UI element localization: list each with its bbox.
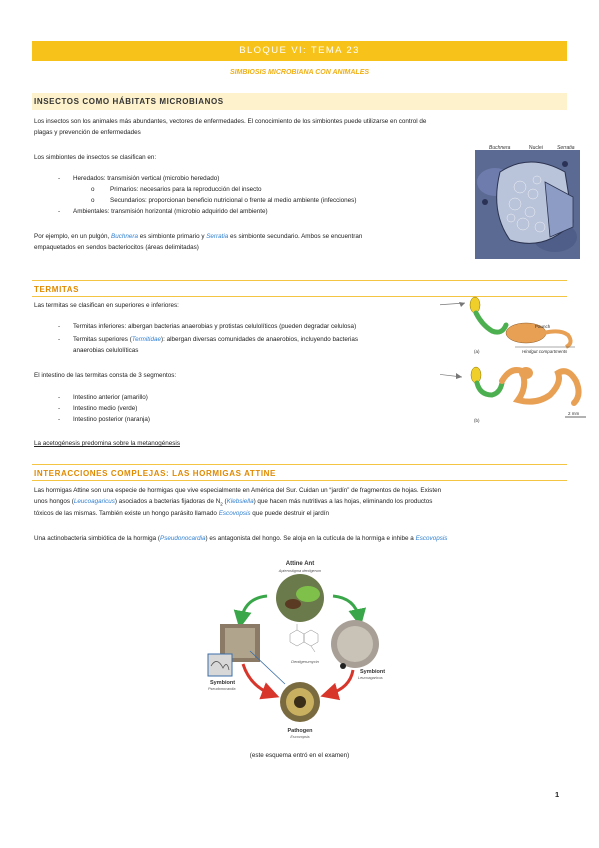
termite-gut-figure xyxy=(440,295,590,430)
gut-middle: Intestino medio (verde) xyxy=(73,405,138,412)
banner-title: BLOQUE VI: TEMA 23 xyxy=(32,41,567,61)
label-attine-species: Apterostigma dentigerum xyxy=(278,569,322,573)
label-attine-ant: Attine Ant xyxy=(285,561,315,567)
section-title-attine: INTERACCIONES COMPLEJAS: LAS HORMIGAS ATTINE xyxy=(32,464,567,481)
bullet-dash: - xyxy=(58,336,61,343)
serratia-term: Serratia xyxy=(206,233,229,240)
intro-line-1: Los insectos son los animales más abundantes, vectores de enfermedades. El conocimiento de los simbiontes puede utilizarse en control de xyxy=(34,118,427,125)
page-subtitle: SIMBIOSIS MICROBIANA CON ANIMALES xyxy=(229,69,370,76)
bullet-dash: - xyxy=(58,323,61,330)
bacteriocyte-micrograph xyxy=(475,142,580,259)
label-symbiont-1: Symbiont xyxy=(210,680,236,686)
bullet-lower-termites: Termitas inferiores: albergan bacterias anaerobias y protistas celulolíticos (pueden degradar celulosa) xyxy=(73,323,357,330)
bullet-circle: o xyxy=(91,186,95,193)
intro-line-2: plagas y prevención de enfermedades xyxy=(34,128,141,136)
label-scale: 2 mm xyxy=(568,411,580,416)
termitidae-term: Termitidae xyxy=(131,336,161,343)
label-a: (a) xyxy=(474,349,480,354)
label-b: (b) xyxy=(474,418,480,423)
label-hindgut: Hindgut compartments xyxy=(522,349,568,354)
label-symbiont-1-species: Pseudonocardia xyxy=(208,687,236,691)
micrograph-label-buchnera: Buchnera xyxy=(489,145,511,151)
intro-paragraph xyxy=(34,117,574,138)
escovopsis-term: Escovopsis xyxy=(218,510,251,518)
bullet-circle: o xyxy=(91,197,95,204)
buchnera-term: Buchnera xyxy=(111,233,138,240)
bullet-dash: - xyxy=(58,405,61,412)
classification-intro: Los simbiontes de insectos se clasifican en: xyxy=(34,154,157,161)
leucoagaricus-term: Leucoagaricus xyxy=(73,497,115,505)
gut-posterior: Intestino posterior (naranja) xyxy=(73,416,151,423)
klebsiella-term: Klebsiella xyxy=(226,497,254,505)
micrograph-label-nuclei: Nuclei xyxy=(529,145,543,151)
bullet-primary: Primarios: necesarios para la reproducción del insecto xyxy=(110,186,262,193)
page-number: 1 xyxy=(555,790,560,799)
termites-intro: Las termitas se clasifican en superiores e inferiores: xyxy=(34,302,179,309)
bullet-higher-termites: Termitas superiores (Termitidae): albergan diversas comunidades de anaerobios, incluyendo bacterias anaerobias celulolíticas xyxy=(73,336,359,354)
aphid-example: Por ejemplo, en un pulgón, Buchnera es simbionte primario y Serratia es simbionte secundario. Ambos se encuentran empaquetados en sendos bacteriocitos (áreas delimitadas) xyxy=(34,233,363,251)
label-symbiont-2: Symbiont xyxy=(360,669,386,675)
label-pathogen-species: Escovopsis xyxy=(290,735,310,739)
escovopsis-term: Escovopsis xyxy=(415,535,448,542)
figure-caption: (este esquema entró en el examen) xyxy=(249,752,350,759)
micrograph-label-serratia: Serratia xyxy=(557,145,575,151)
attine-paragraph: Las hormigas Attine son una especie de hormigas que vive especialmente en América del Sur. Cuidan un “jardín” de fragmentos de hojas. Existen unos hongos (Leucoagaricus) asociados a bacterias fijadoras de $N_2$ (Klebsiella) que hacen más nutritivas a las hojas, eliminando los productos tóxicos de las mismas. También existe un hongo parásito llamado Escovopsis que puede destruir el jardín xyxy=(34,487,442,518)
bullet-dash: - xyxy=(58,394,61,401)
bullet-secondary: Secundarios: proporcionan beneficio nutricional o frente al medio ambiente (infecciones) xyxy=(110,197,357,204)
pseudonocardia-paragraph: Una actinobacteria simbiótica de la hormiga (Pseudonocardia) es antagonista del hongo. Se aloja en la cutícula de la hormiga e inhibe a Escovopsis xyxy=(34,535,448,542)
label-symbiont-2-species: Leucoagaricus xyxy=(358,676,383,680)
label-molecule: Dentigerumycin xyxy=(291,659,319,664)
section-title-termites: TERMITAS xyxy=(32,280,567,297)
pseudonocardia-term: Pseudonocardia xyxy=(160,535,206,542)
label-paunch: Paunch xyxy=(535,324,551,329)
bullet-dash: - xyxy=(58,175,61,182)
gut-intro: El intestino de las termitas consta de 3 segmentos: xyxy=(34,372,177,379)
gut-anterior: Intestino anterior (amarillo) xyxy=(73,394,148,401)
bullet-dash: - xyxy=(58,416,61,423)
bullet-dash: - xyxy=(58,208,61,215)
bullet-inherited: Heredados: transmisión vertical (microbio heredado) xyxy=(73,175,220,182)
bullet-environmental: Ambientales: transmisión horizontal (microbio adquirido del ambiente) xyxy=(73,208,268,215)
acetogenesis-note: La acetogénesis predomina sobre la metanogénesis xyxy=(34,440,180,447)
attine-interaction-diagram xyxy=(205,556,395,741)
label-pathogen: Pathogen xyxy=(287,728,313,734)
section-title-insects: INSECTOS COMO HÁBITATS MICROBIANOS xyxy=(32,93,567,110)
